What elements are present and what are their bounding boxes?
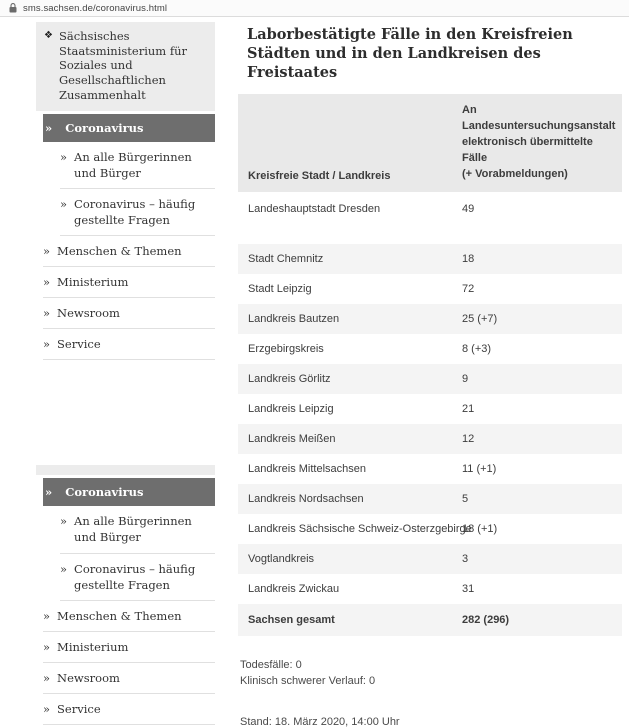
- case-count: 12: [462, 433, 475, 445]
- district-name: Landkreis Bautzen: [248, 313, 340, 325]
- table-row: [238, 574, 622, 604]
- case-count: 21: [462, 403, 475, 415]
- chevron-right-icon: »: [60, 149, 68, 164]
- case-count: 18 (+1): [462, 523, 498, 535]
- district-name: Landkreis Görlitz: [248, 373, 331, 385]
- col-header-cases-line: elektronisch übermittelte Fälle: [462, 136, 593, 164]
- case-count: 72: [462, 283, 475, 295]
- nav-label: Coronavirus – häufig gestellte Fragen: [74, 561, 196, 592]
- nav-item-coronavirus-faq[interactable]: [60, 189, 215, 236]
- nav-label: Service: [57, 702, 101, 716]
- table-row: [238, 364, 622, 394]
- nav-item-menschen-themen[interactable]: [43, 601, 215, 632]
- district-name: Sachsen gesamt: [248, 614, 335, 626]
- table-row: [238, 334, 622, 364]
- status-timestamp: Stand: 18. März 2020, 14:00 Uhr: [240, 716, 400, 728]
- nav-item-an-alle-buergerinnen[interactable]: [60, 506, 215, 553]
- case-count: 31: [462, 583, 475, 595]
- chevron-right-icon: »: [60, 514, 68, 529]
- chevron-right-icon: »: [43, 306, 51, 321]
- nav-item-ministerium[interactable]: [43, 267, 215, 298]
- nav-label: Service: [57, 337, 101, 352]
- page-title: Laborbestätigte Fälle in den Kreisfreien Städten und in den Landkreisen des Freistaates: [247, 26, 573, 81]
- nav-item-newsroom[interactable]: [43, 298, 215, 329]
- chevron-right-icon: »: [43, 608, 51, 623]
- nav-item-menschen-themen[interactable]: [43, 236, 215, 267]
- main-content: [240, 19, 629, 728]
- table-row: [238, 454, 622, 484]
- table-row: [238, 274, 622, 304]
- district-name: Stadt Chemnitz: [248, 253, 324, 265]
- nav-label: Menschen & Themen: [57, 608, 182, 623]
- table-row-total: [238, 604, 622, 636]
- nav-item-service[interactable]: [43, 694, 215, 725]
- nav-label: Coronavirus: [65, 120, 144, 135]
- table-row: [238, 192, 622, 244]
- nav-label: An alle Bürgerinnen und Bürger: [74, 514, 192, 545]
- nav-item-ministerium[interactable]: [43, 632, 215, 663]
- chevron-right-icon: »: [60, 561, 68, 576]
- case-count: 11 (+1): [462, 463, 497, 475]
- table-row: [238, 424, 622, 454]
- chevron-right-icon: »: [43, 243, 51, 258]
- sidebar: [36, 22, 215, 725]
- chevron-right-icon: »: [45, 120, 53, 135]
- nav-list: [36, 142, 215, 361]
- col-header-district: Kreisfreie Stadt / Landkreis: [238, 94, 460, 192]
- case-count: 3: [462, 553, 469, 565]
- nav-label: Ministerium: [57, 639, 129, 654]
- ministry-box-clipped: [36, 465, 215, 475]
- district-name: Landeshauptstadt Dresden: [248, 203, 381, 215]
- nav-label: Ministerium: [57, 275, 129, 290]
- case-count: 8 (+3): [462, 343, 492, 355]
- case-count: 5: [462, 493, 469, 505]
- district-name: Landkreis Nordsachsen: [248, 493, 364, 505]
- notes: [240, 658, 629, 689]
- nav-item-newsroom[interactable]: [43, 663, 215, 694]
- table-row: [238, 304, 622, 334]
- district-name: Landkreis Leipzig: [248, 403, 334, 415]
- case-count: 9: [462, 373, 469, 385]
- district-name: Landkreis Sächsische Schweiz-Osterzgebirge: [248, 523, 472, 535]
- case-count: 25 (+7): [462, 313, 498, 325]
- table-row: [238, 544, 622, 574]
- chevron-right-icon: »: [45, 485, 53, 500]
- table-row: [238, 514, 622, 544]
- severe-course-note: Klinisch schwerer Verlauf: 0: [240, 674, 376, 687]
- nav-label: Coronavirus: [65, 485, 144, 500]
- chevron-right-icon: »: [43, 702, 51, 716]
- nav-label: Newsroom: [57, 670, 120, 685]
- col-header-cases: [460, 94, 622, 192]
- nav-label: Coronavirus – häufig gestellte Fragen: [74, 196, 196, 227]
- case-count: 18: [462, 253, 475, 265]
- nav-item-coronavirus[interactable]: [43, 478, 215, 506]
- district-name: Vogtlandkreis: [248, 553, 315, 565]
- lock-icon[interactable]: [9, 3, 17, 13]
- table-row: [238, 394, 622, 424]
- district-name: Stadt Leipzig: [248, 283, 312, 295]
- nav-item-coronavirus-faq[interactable]: [60, 554, 215, 601]
- cases-table: [238, 94, 622, 636]
- ministry-home-link[interactable]: [36, 22, 215, 111]
- table-row: [238, 484, 622, 514]
- table-header-row: [238, 94, 622, 192]
- district-name: Erzgebirgskreis: [248, 343, 324, 355]
- chevron-right-icon: »: [43, 337, 51, 352]
- case-count: 49: [462, 203, 475, 215]
- district-name: Landkreis Mittelsachsen: [248, 463, 367, 475]
- chevron-right-icon: »: [43, 639, 51, 654]
- nav-item-an-alle-buergerinnen[interactable]: [60, 142, 215, 189]
- chevron-right-icon: »: [43, 670, 51, 685]
- url-text[interactable]: sms.sachsen.de/coronavirus.html: [23, 2, 168, 14]
- nav-label: An alle Bürgerinnen und Bürger: [74, 149, 192, 180]
- chevron-right-icon: »: [60, 196, 68, 211]
- district-name: Landkreis Meißen: [248, 433, 336, 445]
- ministry-name: Sächsisches Staatsministerium für Soziales und Gesellschaftlichen Zusammenhalt: [58, 29, 188, 102]
- case-count: 282 (296): [462, 614, 510, 626]
- district-name: Landkreis Zwickau: [248, 583, 340, 595]
- nav-label: Menschen & Themen: [57, 243, 182, 258]
- nav-list: [36, 506, 215, 725]
- nav-item-coronavirus[interactable]: [43, 114, 215, 142]
- nav-label: Newsroom: [57, 306, 120, 321]
- deaths-note: Todesfälle: 0: [240, 659, 302, 671]
- col-header-cases-line: (+ Vorabmeldungen): [462, 168, 568, 180]
- page: [0, 17, 629, 728]
- nav-item-service[interactable]: [43, 329, 215, 360]
- col-header-cases-line: An Landesuntersuchungsanstalt: [462, 104, 616, 132]
- table-row: [238, 244, 622, 274]
- ministry-crest-icon: ❖: [44, 30, 53, 41]
- browser-address-bar[interactable]: [0, 0, 629, 17]
- chevron-right-icon: »: [43, 275, 51, 290]
